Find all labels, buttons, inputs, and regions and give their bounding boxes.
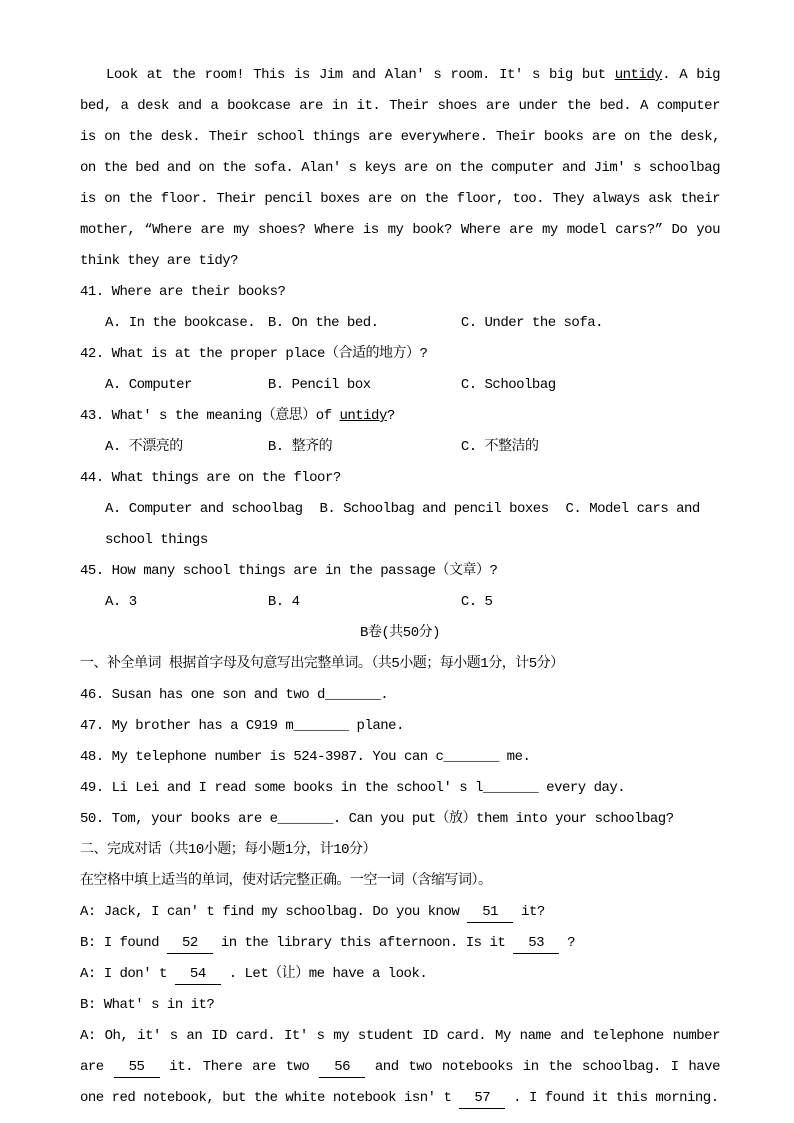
reading-passage (80, 60, 720, 277)
option-b: B. On the bed. (267, 315, 379, 331)
option-b: B. 4 (267, 594, 300, 610)
option-c: C. Model cars and school things (105, 501, 700, 548)
question-44 (80, 463, 720, 556)
question-45-stem (80, 556, 720, 587)
text-run: ? (559, 935, 575, 951)
question-43-options (80, 432, 720, 463)
answer-blank-53: 53 (513, 934, 559, 954)
dialogue-line-2 (80, 928, 720, 959)
question-44-options (80, 494, 720, 556)
word-item-47: 47. My brother has a C919 m_______ plane. (80, 718, 404, 734)
answer-blank-51: 51 (467, 903, 513, 923)
part-two-instruction: 在空格中填上适当的单词，使对话完整正确。一空一词（含缩写词）。 (80, 873, 492, 889)
text-run: A: Jack, I can' t find my schoolbag. Do you know (80, 904, 468, 920)
text-run: A: I don' t (80, 966, 175, 982)
text-run: 42. What is at the proper place（合适的地方）? (80, 346, 428, 362)
word-item-48: 48. My telephone number is 524-3987. You can c_______ me. (80, 749, 531, 765)
answer-blank-56: 56 (319, 1058, 365, 1078)
option-c: C. Under the sofa. (460, 315, 604, 331)
answer-blank-52: 52 (167, 934, 213, 954)
part-one-word-completion (80, 649, 720, 835)
option-a: A. Computer and schoolbag (105, 501, 303, 517)
option-a: A. 3 (105, 594, 137, 610)
text-run: and two notebooks in the schoolbag. I have one red notebook, but the white notebook isn' t (80, 1059, 720, 1106)
text-run: it? (513, 904, 545, 920)
question-42-stem (80, 339, 720, 370)
text-run: ? (386, 408, 395, 424)
word-item-46: 46. Susan has one son and two d_______. (80, 687, 389, 703)
question-42 (80, 339, 720, 401)
text-run: . Let（让）me have a look. (220, 966, 428, 982)
text-run: Look at the room! This is Jim and Alan' s room. It' s big but (106, 67, 615, 83)
dialogue-line-1 (80, 897, 720, 928)
question-41 (80, 277, 720, 339)
part-one-heading: 一、补全单词 根据首字母及句意写出完整单词。（共5小题；每小题1分，计5分） (80, 656, 564, 672)
question-45 (80, 556, 720, 618)
option-c: C. Schoolbag (460, 377, 556, 393)
question-44-stem (80, 463, 720, 494)
text-run: 41. Where are their books? (80, 284, 286, 300)
answer-blank-54: 54 (175, 965, 221, 985)
exam-document-page (80, 60, 720, 1114)
question-43-stem (80, 401, 720, 432)
text-run: 44. What things are on the floor? (80, 470, 341, 486)
question-43 (80, 401, 720, 463)
option-c: C. 5 (460, 594, 493, 610)
text-run: in the library this afternoon. Is it (212, 935, 514, 951)
option-c: C. 不整洁的 (460, 439, 539, 455)
question-41-stem (80, 277, 720, 308)
part-two-heading: 二、完成对话（共10小题；每小题1分，计10分） (80, 842, 377, 858)
section-b-title: B卷(共50分) (359, 625, 440, 641)
text-run: . I found it this morning. (505, 1090, 719, 1106)
option-a: A. 不漂亮的 (105, 439, 183, 455)
underlined-word: untidy (614, 67, 663, 83)
part-two-dialogue-completion (80, 835, 720, 1114)
text-run: . A big bed, a desk and a bookcase are in it. Their shoes are under the bed. A computer is on the desk. Their school things are everywhere. Their books are on the desk, on the bed and on the sofa. Alan' s keys are on the computer and Jim' s schoolbag is on the floor. Their pencil boxes are on the floor, too. They always ask their mother, “Where are my shoes? Where is my book? Where are my model cars?” Do you think they are tidy? (80, 67, 721, 269)
underlined-word: untidy (339, 408, 387, 424)
text-run: B: What' s in it? (80, 997, 215, 1013)
answer-blank-55: 55 (114, 1058, 160, 1078)
word-item-49: 49. Li Lei and I read some books in the school' s l_______ every day. (80, 780, 626, 796)
text-run: it. There are two (159, 1059, 320, 1075)
option-a: A. Computer (105, 377, 192, 393)
text-run: B: I found (80, 935, 167, 951)
question-41-options (80, 308, 720, 339)
answer-blank-57: 57 (459, 1089, 505, 1109)
option-b: B. 整齐的 (267, 439, 333, 455)
dialogue-line-4 (80, 990, 720, 1021)
option-a: A. In the bookcase. (105, 315, 256, 331)
dialogue-line-5 (80, 1021, 720, 1114)
text-run: 43. What' s the meaning（意思）of (80, 408, 340, 424)
question-42-options (80, 370, 720, 401)
question-45-options (80, 587, 720, 618)
text-run: 45. How many school things are in the passage（文章）? (80, 563, 498, 579)
dialogue-line-3 (80, 959, 720, 990)
word-item-50: 50. Tom, your books are e_______. Can you put（放）them into your schoolbag? (80, 811, 674, 827)
option-b: B. Schoolbag and pencil boxes (319, 501, 549, 517)
option-b: B. Pencil box (267, 377, 371, 393)
text-run: A: Oh, it' s an ID card. It' s my student ID card. My name and telephone number are (80, 1028, 720, 1075)
